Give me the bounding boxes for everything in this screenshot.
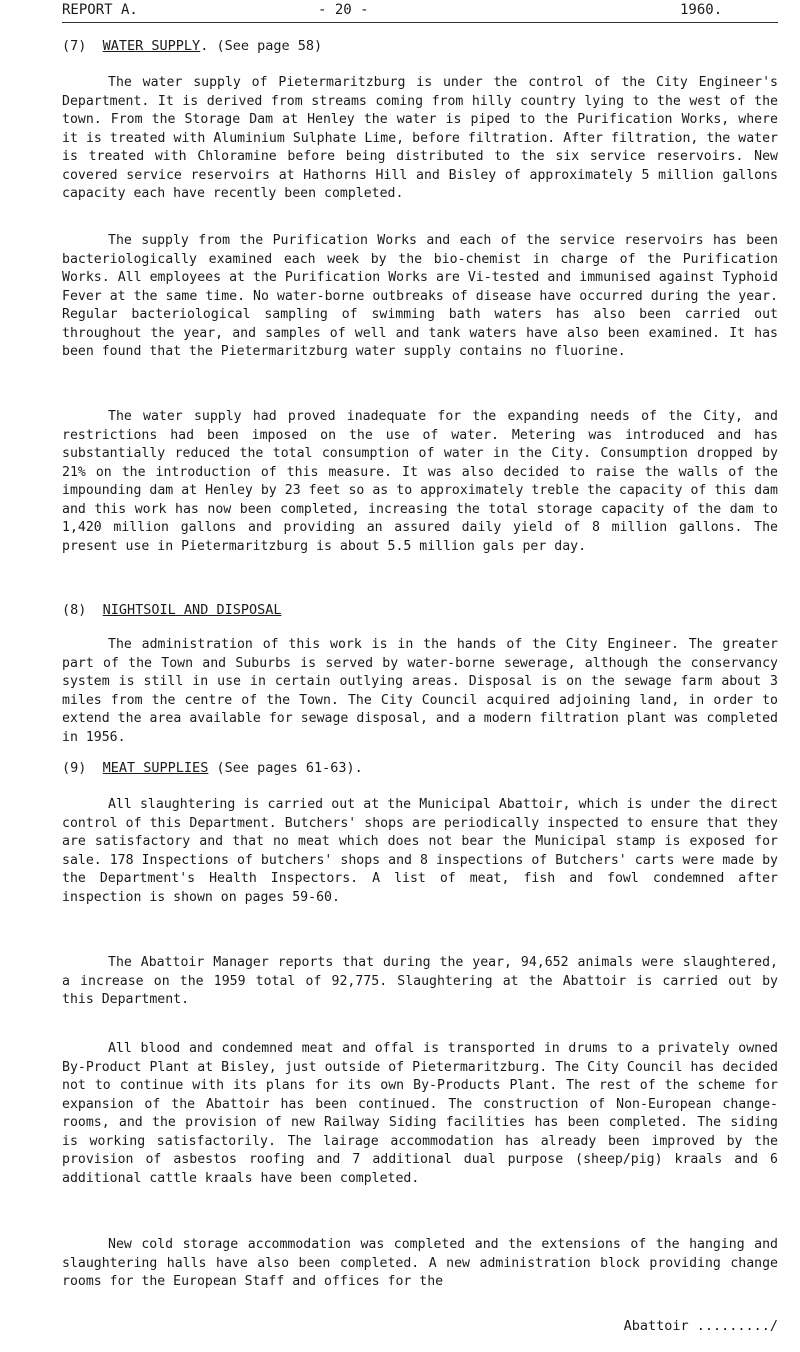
section-heading: WATER SUPPLY — [102, 38, 201, 54]
section-number: (9) — [62, 760, 87, 776]
section-number: (8) — [62, 602, 87, 618]
section-title-water-supply — [62, 38, 322, 54]
section-title-nightsoil-disposal — [62, 602, 281, 618]
page-number: - 20 - — [318, 2, 369, 18]
header-rule — [62, 22, 778, 23]
section-title-meat-supplies — [62, 760, 363, 776]
section-number: (7) — [62, 38, 87, 54]
report-year: 1960. — [680, 2, 723, 18]
paragraph: The water supply of Pietermaritzburg is under the control of the City Engineer's Department. It is derived from streams coming from hilly country lying to the west of the town. From the Storage Dam at Henley the water is piped to the Purification Works, where it is treated with Aluminium Sulphate Lime, before filtration. After filtration, the water is treated with Chloramine before being distributed to the six service reservoirs. New covered service reservoirs at Hathorns Hill and Bisley of approximately 5 million gallons capacity each have recently been completed. — [62, 75, 778, 201]
paragraph: All blood and condemned meat and offal is transported in drums to a privately owned By-Product Plant at Bisley, just outside of Pietermaritzburg. The City Council has decided not to continue with its plans for its own By-Products Plant. The rest of the scheme for expansion of the Abattoir has been continued. The construction of Non-European change-rooms, and the provision of new Railway Siding facilities has been completed. The siding is working satisfactorily. The lairage accommodation has already been improved by the provision of asbestos roofing and 7 additional dual purpose (sheep/pig) kraals and 6 additional cattle kraals have been completed. — [62, 1041, 778, 1186]
section-reference: (See pages 61-63). — [208, 760, 363, 776]
report-label: REPORT A. — [62, 2, 138, 18]
continuation-marker: Abattoir ........./ — [623, 1318, 778, 1334]
paragraph: The Abattoir Manager reports that during the year, 94,652 animals were slaughtered, a increase on the 1959 total of 92,775. Slaughtering at the Abattoir is carried out by this Department. — [62, 955, 778, 1007]
paragraph: New cold storage accommodation was completed and the extensions of the hanging and slaughtering halls have also been completed. A new administration block providing change rooms for the European Staff and offices for the — [62, 1237, 778, 1289]
paragraph: The supply from the Purification Works and each of the service reservoirs has been bacteriologically examined each week by the bio-chemist in charge of the Purification Works. All employees at the Purification Works are Vi-tested and immunised against Typhoid Fever at the same time. No water-borne outbreaks of disease have occurred during the year. Regular bacteriological sampling of swimming bath waters has also been carried out throughout the year, and samples of well and tank waters have also been examined. It has been found that the Pietermaritzburg water supply contains no fluorine. — [62, 233, 778, 359]
section-heading: MEAT SUPPLIES — [102, 760, 209, 776]
paragraph: All slaughtering is carried out at the Municipal Abattoir, which is under the direct control of this Department. Butchers' shops are periodically inspected to ensure that they are satisfactory and that no meat which does not bear the Municipal stamp is exposed for sale. 178 Inspections of butchers' shops and 8 inspections of Butchers' carts were made by the Department's Health Inspectors. A list of meat, fish and fowl condemned after inspection is shown on pages 59-60. — [62, 797, 778, 905]
paragraph: The administration of this work is in the hands of the City Engineer. The greater part of the Town and Suburbs is served by water-borne sewerage, although the conservancy system is still in use in certain outlying areas. Disposal is on the sewage farm about 3 miles from the centre of the Town. The City Council acquired adjoining land, in order to extend the area available for sewage disposal, and a modern filtration plant was completed in 1956. — [62, 637, 778, 745]
section-heading: NIGHTSOIL AND DISPOSAL — [102, 602, 282, 618]
paragraph: The water supply had proved inadequate for the expanding needs of the City, and restrictions had been imposed on the use of water. Metering was introduced and has substantially reduced the total consumption of water in the City. Consumption dropped by 21% on the introduction of this measure. It was also decided to raise the walls of the impounding dam at Henley by 23 feet so as to approximately treble the capacity of this dam and this work has now been completed, increasing the total storage capacity of the dam to 1,420 million gallons and providing an assured daily yield of 8 million gallons. The present use in Pietermaritzburg is about 5.5 million gals per day. — [62, 409, 778, 554]
section-reference: . (See page 58) — [200, 38, 323, 54]
